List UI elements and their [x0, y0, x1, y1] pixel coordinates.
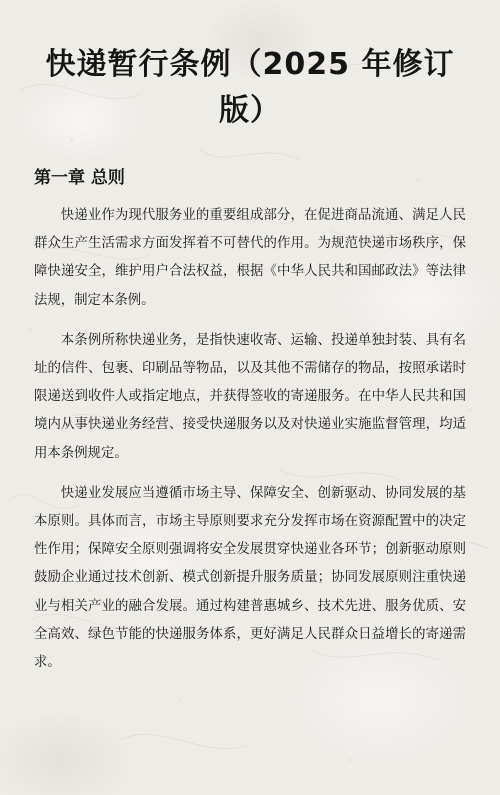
paragraph: 快递业发展应当遵循市场主导、保障安全、创新驱动、协同发展的基本原则。具体而言，市场主导原则要求充分发挥市场在资源配置中的决定性作用；保障安全原则强调将安全发展贯穿快递业各环节；创新驱动原则鼓励企业通过技术创新、模式创新提升服务质量；协同发展原则注重快递业与相关产业的融合发展。通过构建普惠城乡、技术先进、服务优质、安全高效、绿色节能的快递服务体系，更好满足人民群众日益增长的寄递需求。 — [34, 485, 466, 671]
document-title: 快递暂行条例（2025 年修订版） — [45, 47, 455, 128]
paragraph: 本条例所称快递业务，是指快速收寄、运输、投递单独封装、具有名址的信件、包裹、印刷品等物品，以及其他不需储存的物品，按照承诺时限递送到收件人或指定地点，并获得签收的寄递服务。在中华人民共和国境内从事快递业务经营、接受快递服务以及对快递业实施监督管理，均适用本条例规定。 — [34, 332, 466, 461]
paragraph: 快递业作为现代服务业的重要组成部分，在促进商品流通、满足人民群众生产生活需求方面发挥着不可替代的作用。为规范快递市场秩序，保障快递安全，维护用户合法权益，根据《中华人民共和国邮政法》等法律法规，制定本条例。 — [34, 208, 466, 308]
chapter-heading: 第一章 总则 — [34, 168, 125, 188]
